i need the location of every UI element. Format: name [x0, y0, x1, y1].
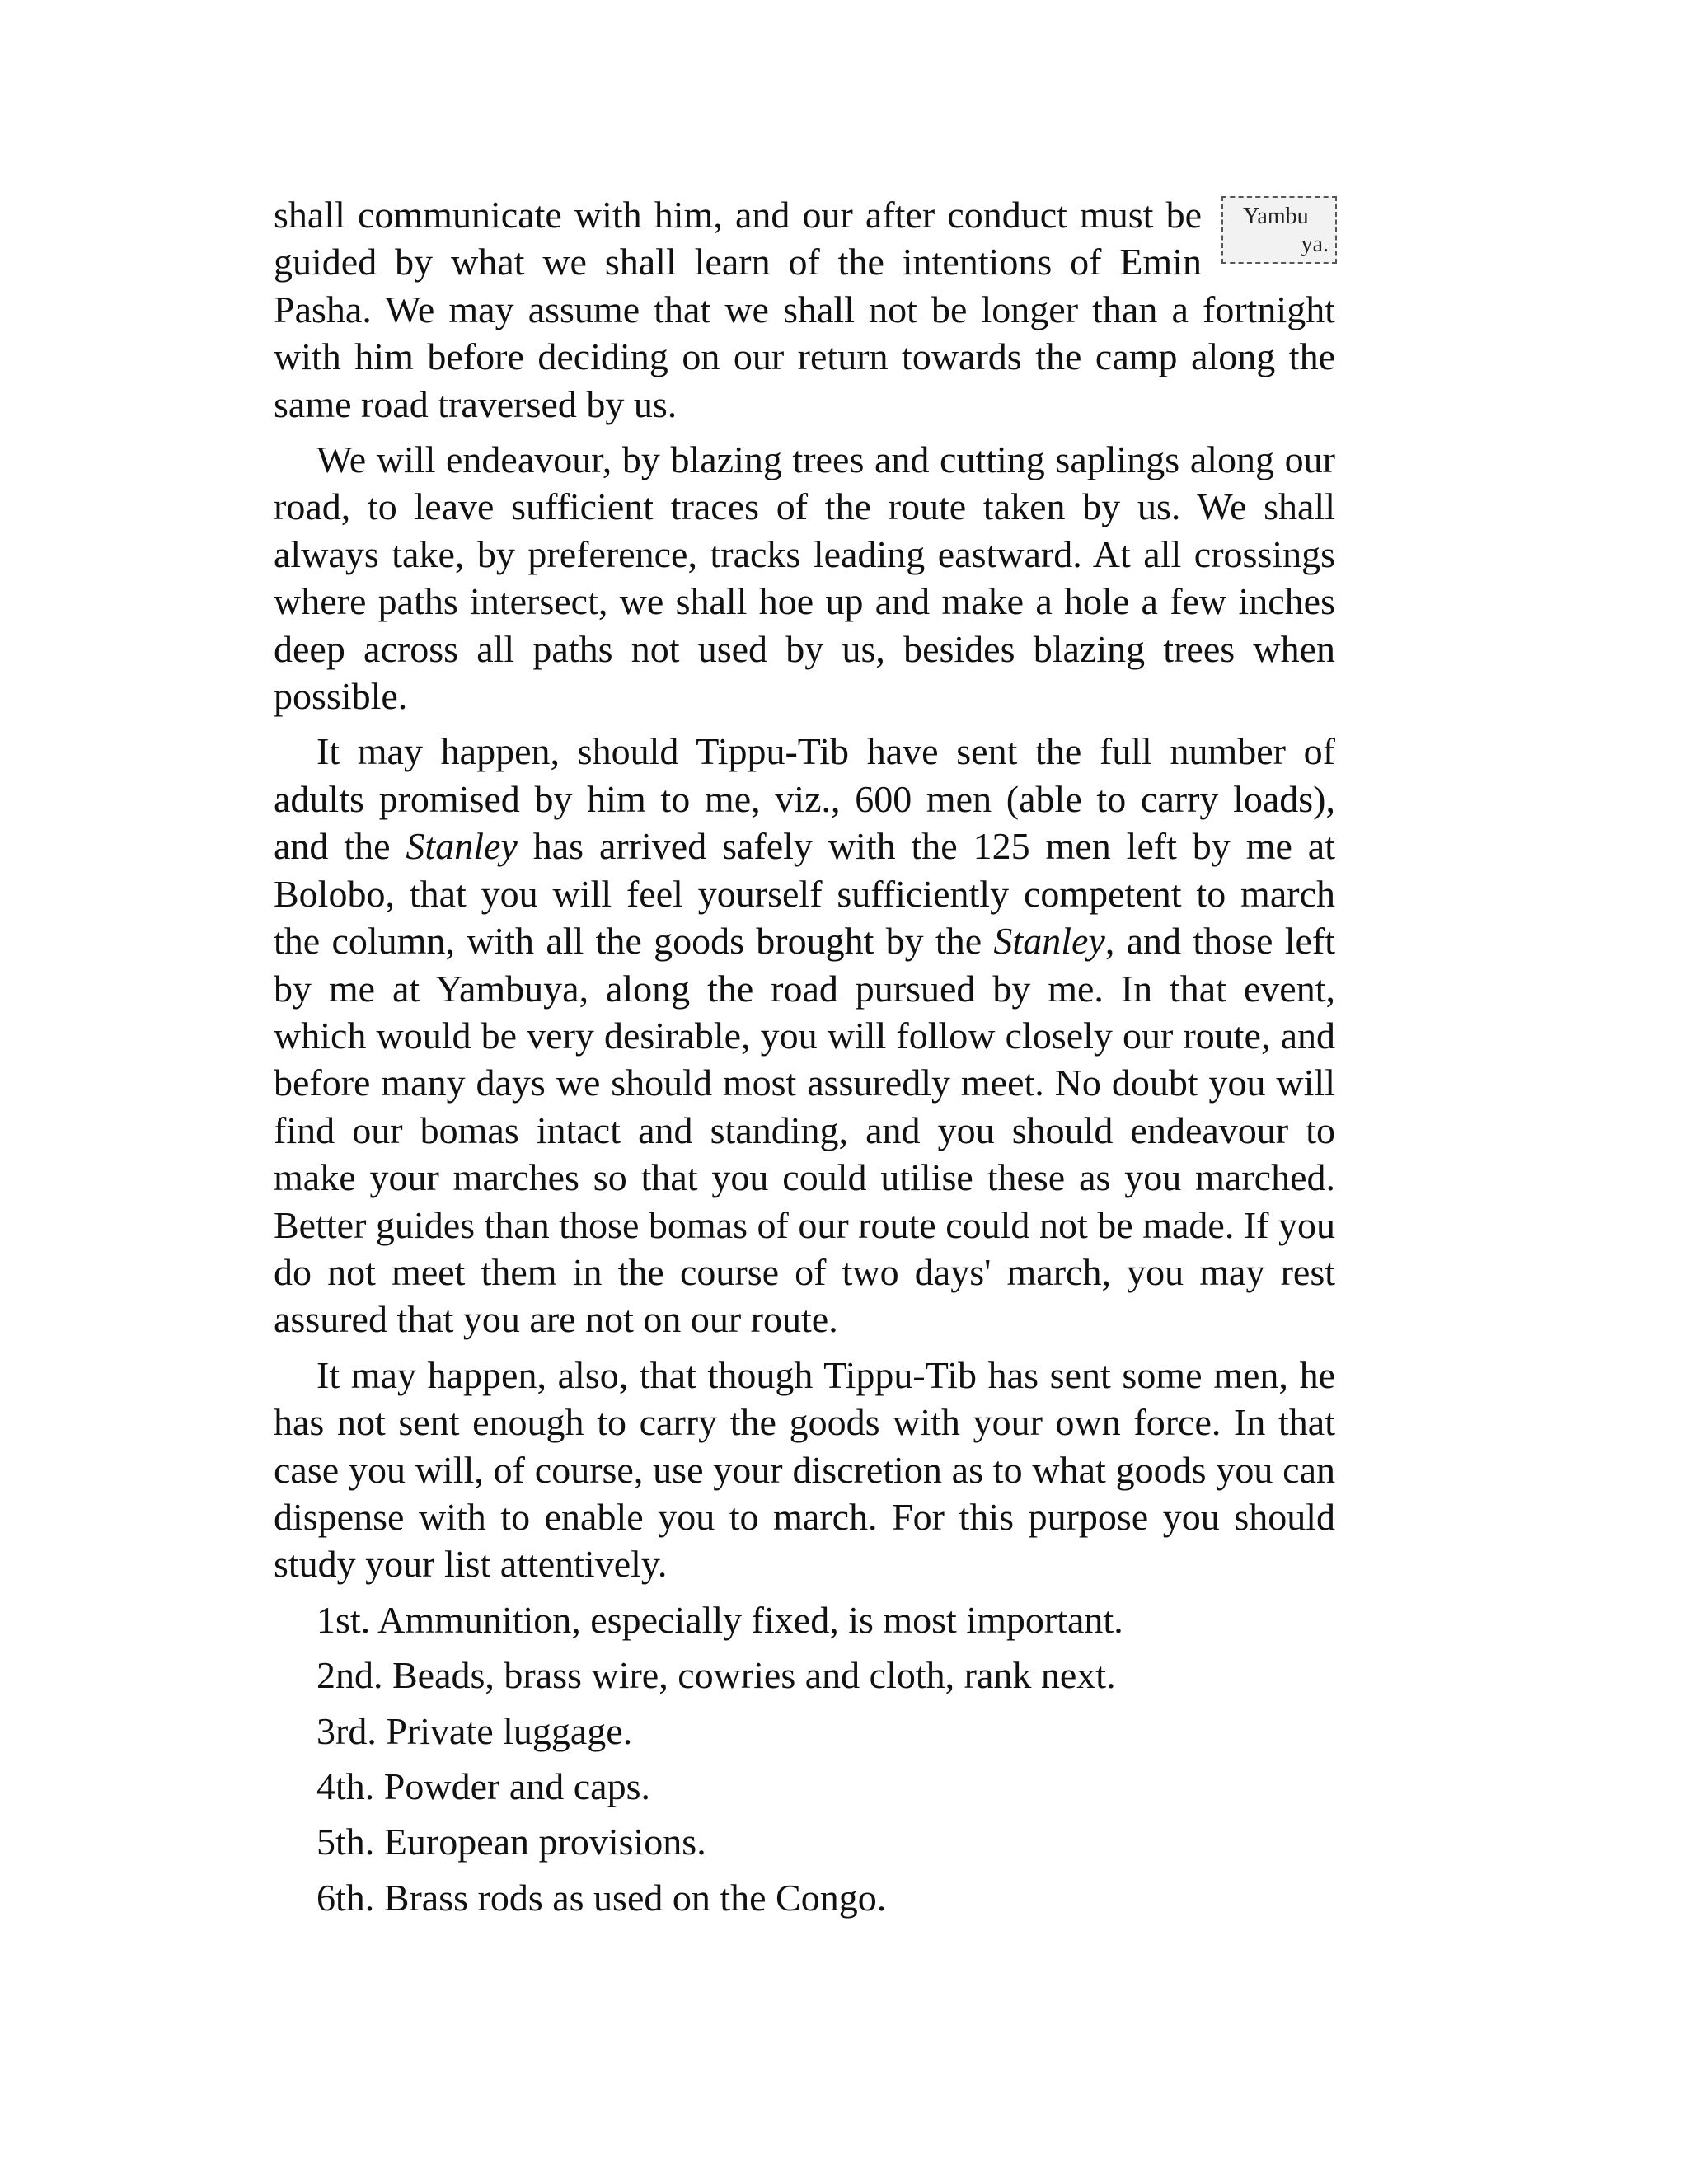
paragraph-2: We will endeavour, by blazing trees and cutting saplings along our road, to leave sufficient traces of the route taken by us. We shall always take, by preference, tracks leading eastward. At all crossings where paths intersect, we shall hoe up and make a hole a few inches deep across all paths not used by us, besides blazing trees when possible.	[274, 438, 1335, 718]
ship-name-stanley: Stanley	[406, 825, 518, 868]
list-item: 1st. Ammunition, especially fixed, is most important.	[316, 1598, 1123, 1641]
list-item: 6th. Brass rods as used on the Congo.	[316, 1876, 887, 1919]
margin-note-line-2: ya.	[1301, 232, 1329, 257]
list-item: 4th. Powder and caps.	[316, 1765, 650, 1807]
page-body	[274, 191, 1335, 1929]
paragraph-3-part-b: has arrived safely with the 125 men left by me at Bolobo, that you will feel yourself sufficiently competent to march the column, with all the goods brought by the	[274, 825, 1335, 963]
list-item: 5th. European provisions.	[316, 1821, 706, 1863]
paragraph-1: shall communicate with him, and our after conduct must be guided by what we shall learn of the intentions of Emin Pasha. We may assume that we shall not be longer than a fortnight with him before deciding on our return towards the camp along the same road traversed by us.	[274, 194, 1335, 425]
list-item: 2nd. Beads, brass wire, cowries and cloth, rank next.	[316, 1654, 1116, 1697]
margin-note	[1221, 196, 1337, 264]
paragraph-3-part-a: It may happen, should Tippu-Tib have sent the full number of adults promised by him to me, viz., 600 men (able to carry loads), and the	[274, 730, 1335, 868]
margin-note-line-1: Yambu	[1243, 204, 1309, 229]
paragraph-3	[274, 728, 1335, 1343]
list-item: 3rd. Private luggage.	[316, 1709, 633, 1752]
paragraph-4: It may happen, also, that though Tippu-Tib has sent some men, he has not sent enough to carry the goods with your own force. In that case you will, of course, use your discretion as to what goods you can dispense with to enable you to march. For this purpose you should study your list attentively.	[274, 1353, 1335, 1586]
paragraph-3-part-c: , and those left by me at Yambuya, along the road pursued by me. In that event, which would be very desirable, you will follow closely our route, and before many days we should most assuredly meet. No doubt you will find our bomas intact and standing, and you should endeavour to make your marches so that you could utilise these as you marched. Better guides than those bomas of our route could not be made. If you do not meet them in the course of two days' march, you may rest assured that you are not on our route.	[274, 920, 1336, 1341]
ship-name-stanley: Stanley	[993, 920, 1105, 963]
